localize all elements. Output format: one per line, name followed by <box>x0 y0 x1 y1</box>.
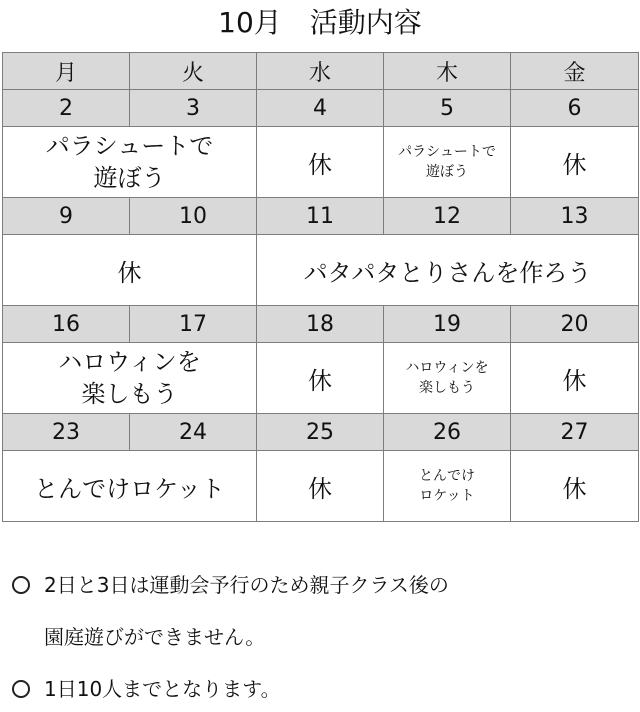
activity-cell-mon-tue: 休 <box>3 235 257 306</box>
weekday-header-thu: 木 <box>384 53 511 90</box>
date-cell: 9 <box>3 198 130 235</box>
activity-cell-thu <box>384 343 511 414</box>
note-text: 2日と3日は運動会予行のため親子クラス後の <box>44 573 449 597</box>
date-cell: 18 <box>257 306 384 343</box>
week-1-date-row <box>3 90 639 127</box>
date-cell: 4 <box>257 90 384 127</box>
weekday-header-mon: 月 <box>3 53 130 90</box>
activity-cell-wed: 休 <box>257 127 384 198</box>
activity-line: 楽しもう <box>81 380 178 408</box>
note-1 <box>0 570 640 600</box>
activity-cell-fri: 休 <box>511 451 639 522</box>
activity-line: パラシュートで <box>45 132 214 160</box>
circle-bullet-icon <box>12 576 30 594</box>
activity-cell-thu <box>384 451 511 522</box>
week-3-activity-row <box>3 343 639 414</box>
activity-cell-mon-tue: とんでけロケット <box>3 451 257 522</box>
activity-cell-wed: 休 <box>257 451 384 522</box>
activity-line: パラシュートで <box>398 144 496 160</box>
week-3-date-row <box>3 306 639 343</box>
note-2 <box>0 674 640 704</box>
week-4-date-row <box>3 414 639 451</box>
weekday-header-wed: 水 <box>257 53 384 90</box>
date-cell: 17 <box>130 306 257 343</box>
weekday-header-row <box>3 53 639 90</box>
date-cell: 16 <box>3 306 130 343</box>
date-cell: 3 <box>130 90 257 127</box>
week-4-activity-row <box>3 451 639 522</box>
date-cell: 26 <box>384 414 511 451</box>
date-cell: 25 <box>257 414 384 451</box>
date-cell: 10 <box>130 198 257 235</box>
date-cell: 12 <box>384 198 511 235</box>
activity-cell-mon-tue <box>3 343 257 414</box>
circle-bullet-icon <box>12 680 30 698</box>
note-text: 園庭遊びができません。 <box>44 625 266 649</box>
weekday-header-fri: 金 <box>511 53 639 90</box>
page-title: 10月 活動内容 <box>218 6 422 39</box>
activity-calendar <box>2 52 639 522</box>
date-cell: 24 <box>130 414 257 451</box>
date-cell: 2 <box>3 90 130 127</box>
week-2-activity-row <box>3 235 639 306</box>
activity-cell-wed: 休 <box>257 343 384 414</box>
weekday-header-tue: 火 <box>130 53 257 90</box>
activity-line: 遊ぼう <box>93 164 166 192</box>
date-cell: 13 <box>511 198 639 235</box>
date-cell: 23 <box>3 414 130 451</box>
activity-cell-thu <box>384 127 511 198</box>
activity-line: 遊ぼう <box>426 164 468 180</box>
date-cell: 5 <box>384 90 511 127</box>
date-cell: 11 <box>257 198 384 235</box>
activity-line: 楽しもう <box>419 380 475 396</box>
activity-line: ロケット <box>419 488 475 504</box>
note-1-continued <box>0 622 640 652</box>
activity-cell-fri: 休 <box>511 343 639 414</box>
activity-cell-wed-fri: パタパタとりさんを作ろう <box>257 235 639 306</box>
date-cell: 20 <box>511 306 639 343</box>
date-cell: 27 <box>511 414 639 451</box>
activity-line: ハロウィンを <box>58 348 201 376</box>
note-text: 1日10人までとなります。 <box>44 677 281 701</box>
activity-cell-mon-tue <box>3 127 257 198</box>
activity-line: とんでけ <box>419 468 475 484</box>
week-1-activity-row <box>3 127 639 198</box>
activity-line: ハロウィンを <box>405 360 489 376</box>
activity-cell-fri: 休 <box>511 127 639 198</box>
date-cell: 6 <box>511 90 639 127</box>
date-cell: 19 <box>384 306 511 343</box>
week-2-date-row <box>3 198 639 235</box>
